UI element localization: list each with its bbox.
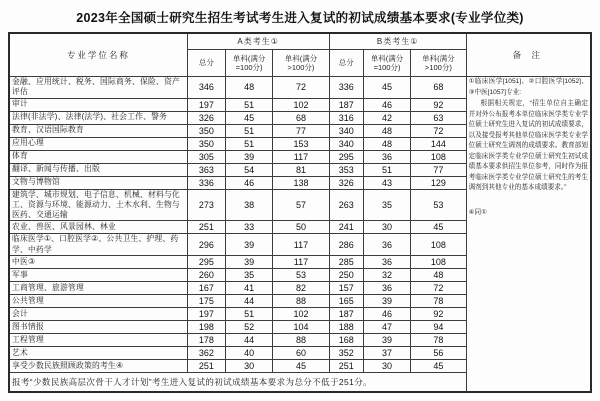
score-cell-b-total: 340 xyxy=(329,124,363,137)
score-cell-b-total: 187 xyxy=(329,307,363,320)
degree-name-cell: 审计 xyxy=(9,98,187,111)
score-cell-a-single-over100: 117 xyxy=(273,255,329,268)
score-cell-b-single-over100: 92 xyxy=(411,307,466,320)
score-cell-a-single-100: 51 xyxy=(225,137,272,150)
score-cell-a-total: 362 xyxy=(187,346,225,359)
degree-name-cell: 工商管理、旅游管理 xyxy=(9,281,187,294)
score-cell-a-single-over100: 82 xyxy=(273,281,329,294)
score-cell-b-single-100: 42 xyxy=(363,111,410,124)
score-table xyxy=(8,32,592,393)
score-cell-b-single-100: 43 xyxy=(363,176,410,189)
score-cell-b-single-over100: 94 xyxy=(411,320,466,333)
score-cell-b-total: 188 xyxy=(329,320,363,333)
score-cell-b-single-100: 36 xyxy=(363,255,410,268)
score-cell-b-single-100: 51 xyxy=(363,163,410,176)
score-cell-a-single-over100: 102 xyxy=(273,307,329,320)
score-cell-b-total: 316 xyxy=(329,111,363,124)
header-remarks: 备 注 xyxy=(466,33,591,77)
header-degree-name: 专业学位名称 xyxy=(9,33,187,77)
score-cell-a-total: 350 xyxy=(187,137,225,150)
score-cell-a-single-100: 44 xyxy=(225,333,272,346)
score-cell-b-single-over100: 129 xyxy=(411,176,466,189)
score-cell-b-single-100: 30 xyxy=(363,221,410,234)
score-cell-a-total: 295 xyxy=(187,255,225,268)
degree-name-cell: 建筑学、城市规划、电子信息、机械、材料与化工、资源与环境、能源动力、土木水利、生物与医药、交通运输 xyxy=(9,189,187,221)
score-cell-a-single-100: 52 xyxy=(225,320,272,333)
minority-program-note: 报考“少数民族高层次骨干人才计划”考生进入复试的初试成绩基本要求为总分不低于251分。 xyxy=(9,372,466,392)
score-cell-a-single-100: 38 xyxy=(225,189,272,221)
score-cell-a-single-over100: 88 xyxy=(273,294,329,307)
score-cell-b-single-100: 47 xyxy=(363,320,410,333)
score-cell-b-single-over100: 56 xyxy=(411,346,466,359)
score-cell-b-total: 157 xyxy=(329,281,363,294)
table-row xyxy=(9,77,591,99)
score-cell-b-total: 353 xyxy=(329,163,363,176)
score-cell-b-total: 187 xyxy=(329,98,363,111)
degree-name-cell: 农业、兽医、风景园林、林业 xyxy=(9,221,187,234)
score-cell-b-single-over100: 92 xyxy=(411,98,466,111)
score-cell-b-single-100: 36 xyxy=(363,281,410,294)
score-cell-a-total: 251 xyxy=(187,359,225,372)
score-cell-a-single-over100: 53 xyxy=(273,268,329,281)
score-cell-a-total: 198 xyxy=(187,320,225,333)
score-cell-a-single-100: 39 xyxy=(225,255,272,268)
score-cell-b-single-100: 46 xyxy=(363,307,410,320)
header-group-a: A类考生① xyxy=(187,33,329,50)
score-cell-a-total: 326 xyxy=(187,111,225,124)
score-cell-b-single-over100: 77 xyxy=(411,163,466,176)
score-cell-b-single-over100: 108 xyxy=(411,150,466,163)
score-cell-a-single-100: 51 xyxy=(225,307,272,320)
score-cell-a-total: 350 xyxy=(187,124,225,137)
degree-name-cell: 享受少数民族照顾政策的考生④ xyxy=(9,359,187,372)
header-b-total: 总分 xyxy=(329,50,363,77)
score-cell-b-total: 336 xyxy=(329,77,363,99)
score-cell-a-single-100: 51 xyxy=(225,98,272,111)
score-cell-b-single-over100: 72 xyxy=(411,124,466,137)
score-cell-a-single-100: 39 xyxy=(225,234,272,256)
degree-name-cell: 法律(非法学)、法律(法学)、社会工作、警务 xyxy=(9,111,187,124)
score-cell-b-single-over100: 53 xyxy=(411,189,466,221)
score-cell-a-single-100: 40 xyxy=(225,346,272,359)
score-cell-b-single-100: 37 xyxy=(363,346,410,359)
header-line: >100分) xyxy=(424,63,452,72)
score-cell-a-total: 167 xyxy=(187,281,225,294)
score-cell-a-total: 197 xyxy=(187,307,225,320)
score-cell-a-total: 197 xyxy=(187,98,225,111)
score-cell-b-total: 250 xyxy=(329,268,363,281)
degree-name-cell: 会计 xyxy=(9,307,187,320)
header-group-b: B类考生① xyxy=(329,33,466,50)
header-line: >100分) xyxy=(287,63,315,72)
score-cell-b-single-100: 30 xyxy=(363,359,410,372)
score-cell-b-total: 326 xyxy=(329,176,363,189)
score-cell-b-total: 241 xyxy=(329,221,363,234)
header-line: 单科(满分 xyxy=(284,53,318,63)
degree-name-cell: 军事 xyxy=(9,268,187,281)
score-cell-a-total: 296 xyxy=(187,234,225,256)
page-title: 2023年全国硕士研究生招生考试考生进入复试的初试成绩基本要求(专业学位类) xyxy=(76,11,524,25)
score-cell-b-total: 263 xyxy=(329,189,363,221)
score-cell-a-single-over100: 153 xyxy=(273,137,329,150)
score-cell-b-single-over100: 72 xyxy=(411,281,466,294)
score-cell-a-single-over100: 102 xyxy=(273,98,329,111)
score-cell-a-total: 260 xyxy=(187,268,225,281)
score-cell-a-single-100: 46 xyxy=(225,176,272,189)
degree-name-cell: 体育 xyxy=(9,150,187,163)
score-cell-b-single-over100: 68 xyxy=(411,77,466,99)
score-cell-a-single-over100: 88 xyxy=(273,333,329,346)
score-cell-a-single-100: 39 xyxy=(225,150,272,163)
score-cell-b-total: 285 xyxy=(329,255,363,268)
score-cell-a-single-over100: 50 xyxy=(273,221,329,234)
score-cell-a-single-over100: 104 xyxy=(273,320,329,333)
remark-note-heading: ①临床医学[1051]、②口腔医学[1052]、③中医[1057]专业: xyxy=(468,78,588,96)
header-line: =100分) xyxy=(373,63,401,72)
score-cell-b-single-100: 35 xyxy=(363,189,410,221)
header-line: 单科(满分 xyxy=(370,53,404,63)
score-cell-a-single-100: 54 xyxy=(225,163,272,176)
header-b-single-over100 xyxy=(411,50,466,77)
score-cell-b-single-100: 32 xyxy=(363,268,410,281)
score-cell-a-single-over100: 77 xyxy=(273,124,329,137)
score-cell-a-single-over100: 60 xyxy=(273,346,329,359)
score-cell-b-single-over100: 108 xyxy=(411,255,466,268)
score-cell-b-single-over100: 144 xyxy=(411,137,466,150)
score-cell-b-total: 295 xyxy=(329,150,363,163)
score-cell-a-single-over100: 57 xyxy=(273,189,329,221)
remark-note-body: 根据相关规定，“招生单位自主确定并对外公布报考本单位临床医学类专业学位硕士研究生进入复试的初试成绩要求，以及接受报考其他单位临床医学类专业学位硕士研究生调剂的成绩要求。教育部划定临床医学类专业学位硕士研究生初试成绩基本要求供招生单位参考，同时作为报考临床医学类专业学位硕士研究生的考生调剂到其他专业的基本成绩要求。” xyxy=(468,100,588,192)
header-line: =100分) xyxy=(235,63,263,72)
score-cell-b-total: 286 xyxy=(329,234,363,256)
degree-name-cell: 工程管理 xyxy=(9,333,187,346)
score-cell-a-total: 363 xyxy=(187,163,225,176)
remark-note-same-as: ④同① xyxy=(468,209,487,217)
degree-name-cell: 教育、汉语国际教育 xyxy=(9,124,187,137)
score-cell-a-single-over100: 68 xyxy=(273,111,329,124)
score-cell-a-single-100: 45 xyxy=(225,111,272,124)
score-cell-b-single-100: 48 xyxy=(363,137,410,150)
score-cell-b-total: 165 xyxy=(329,294,363,307)
header-b-single-100 xyxy=(363,50,410,77)
score-cell-a-single-100: 30 xyxy=(225,359,272,372)
header-line: 单科(满分 xyxy=(232,53,266,63)
score-table-body xyxy=(9,77,591,392)
score-cell-a-single-100: 44 xyxy=(225,294,272,307)
score-cell-a-total: 346 xyxy=(187,77,225,99)
score-cell-b-single-100: 36 xyxy=(363,234,410,256)
degree-name-cell: 中医③ xyxy=(9,255,187,268)
degree-name-cell: 公共管理 xyxy=(9,294,187,307)
score-cell-b-single-over100: 78 xyxy=(411,333,466,346)
score-cell-b-single-100: 45 xyxy=(363,77,410,99)
degree-name-cell: 艺术 xyxy=(9,346,187,359)
degree-name-cell: 金融、应用统计、税务、国际商务、保险、资产评估 xyxy=(9,77,187,99)
degree-name-cell: 临床医学①、口腔医学②、公共卫生、护理、药学、中药学 xyxy=(9,234,187,256)
score-cell-a-single-over100: 45 xyxy=(273,359,329,372)
score-cell-b-single-over100: 63 xyxy=(411,111,466,124)
score-cell-b-single-100: 39 xyxy=(363,294,410,307)
score-cell-a-single-over100: 81 xyxy=(273,163,329,176)
score-cell-b-total: 352 xyxy=(329,346,363,359)
header-line: 单科(满分 xyxy=(422,53,455,63)
score-cell-a-single-100: 33 xyxy=(225,221,272,234)
score-cell-b-single-100: 46 xyxy=(363,98,410,111)
score-cell-a-total: 273 xyxy=(187,189,225,221)
header-a-total: 总分 xyxy=(187,50,225,77)
score-cell-a-total: 305 xyxy=(187,150,225,163)
score-cell-b-total: 251 xyxy=(329,359,363,372)
degree-name-cell: 文物与博物馆 xyxy=(9,176,187,189)
score-cell-b-single-over100: 48 xyxy=(411,268,466,281)
degree-name-cell: 应用心理 xyxy=(9,137,187,150)
header-a-single-100 xyxy=(225,50,272,77)
score-cell-b-single-100: 48 xyxy=(363,124,410,137)
score-cell-a-single-100: 48 xyxy=(225,77,272,99)
score-cell-a-total: 251 xyxy=(187,221,225,234)
score-cell-a-single-over100: 72 xyxy=(273,77,329,99)
score-cell-a-total: 178 xyxy=(187,333,225,346)
score-cell-b-single-over100: 78 xyxy=(411,294,466,307)
score-cell-b-single-100: 39 xyxy=(363,333,410,346)
score-cell-b-single-over100: 45 xyxy=(411,359,466,372)
degree-name-cell: 图书情报 xyxy=(9,320,187,333)
score-cell-a-single-over100: 117 xyxy=(273,150,329,163)
score-cell-b-single-100: 36 xyxy=(363,150,410,163)
score-cell-b-single-over100: 108 xyxy=(411,234,466,256)
degree-name-cell: 翻译、新闻与传播、出版 xyxy=(9,163,187,176)
score-cell-a-single-100: 51 xyxy=(225,124,272,137)
score-cell-a-total: 336 xyxy=(187,176,225,189)
header-a-single-over100 xyxy=(273,50,329,77)
score-cell-b-total: 168 xyxy=(329,333,363,346)
score-cell-a-single-100: 41 xyxy=(225,281,272,294)
score-cell-a-single-100: 35 xyxy=(225,268,272,281)
score-cell-b-single-over100: 45 xyxy=(411,221,466,234)
score-cell-a-single-over100: 117 xyxy=(273,234,329,256)
score-cell-b-total: 340 xyxy=(329,137,363,150)
score-cell-a-single-over100: 138 xyxy=(273,176,329,189)
score-cell-a-total: 175 xyxy=(187,294,225,307)
remarks-cell xyxy=(466,77,591,392)
table-header xyxy=(9,33,591,77)
